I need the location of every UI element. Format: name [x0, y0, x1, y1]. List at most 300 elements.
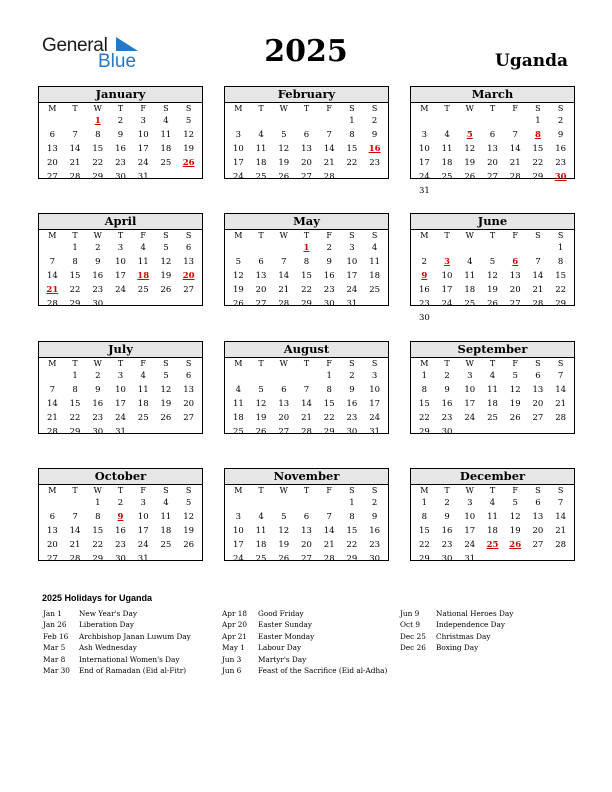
holiday-name: Ash Wednesday — [79, 643, 137, 653]
holiday-day: 8 — [534, 130, 541, 140]
empty-cell — [41, 496, 64, 510]
day: 25 — [255, 172, 267, 182]
empty-cell — [481, 241, 504, 255]
day: 19 — [487, 285, 498, 295]
day: 29 — [323, 427, 335, 437]
day: 4 — [258, 512, 264, 522]
day: 3 — [349, 243, 355, 253]
holiday-day: 1 — [303, 243, 310, 253]
day: 10 — [369, 385, 381, 395]
weekday-label: F — [140, 231, 146, 240]
holiday-column — [222, 608, 387, 676]
weekday-label: T — [258, 359, 264, 368]
day: 19 — [509, 526, 521, 536]
day: 24 — [369, 413, 381, 423]
day: 3 — [421, 130, 428, 140]
empty-cell — [504, 241, 527, 255]
day: 2 — [326, 243, 332, 253]
day: 28 — [69, 554, 81, 564]
day: 11 — [137, 257, 149, 267]
day: 26 — [160, 413, 172, 423]
day: 26 — [487, 299, 498, 309]
day: 12 — [183, 512, 195, 522]
holiday-name: International Women's Day — [79, 654, 180, 664]
day: 23 — [369, 158, 381, 168]
day: 27 — [46, 554, 58, 564]
month-november — [224, 468, 389, 564]
weekday-label: T — [489, 486, 496, 495]
month-name: December — [411, 469, 574, 485]
day: 20 — [278, 413, 290, 423]
empty-cell — [458, 241, 481, 255]
day: 1 — [557, 243, 564, 253]
empty-cell — [318, 496, 341, 510]
weekday-label: M — [420, 231, 429, 240]
day-grid — [39, 496, 202, 566]
weekday-label: S — [557, 359, 564, 368]
day: 24 — [232, 172, 244, 182]
holiday-row — [400, 631, 513, 642]
empty-cell — [527, 241, 550, 255]
day: 14 — [69, 526, 81, 536]
day: 26 — [278, 554, 290, 564]
day: 22 — [323, 413, 335, 423]
weekday-label: F — [140, 359, 146, 368]
empty-cell — [227, 241, 250, 255]
day: 13 — [46, 144, 58, 154]
weekday-label: S — [535, 486, 541, 495]
holiday-row — [222, 654, 387, 665]
day: 23 — [92, 413, 104, 423]
weekday-label: W — [93, 486, 102, 495]
holiday-row — [222, 619, 387, 630]
month-name: May — [225, 214, 388, 230]
day: 3 — [117, 243, 124, 253]
day: 15 — [555, 271, 567, 281]
day: 22 — [532, 158, 544, 168]
day: 23 — [323, 285, 335, 295]
weekday-label: S — [185, 104, 192, 113]
day: 27 — [183, 285, 195, 295]
day: 15 — [323, 399, 335, 409]
day: 18 — [255, 158, 267, 168]
day: 5 — [281, 130, 287, 140]
day: 30 — [92, 299, 104, 309]
holiday-row — [222, 642, 387, 653]
empty-cell — [250, 369, 273, 383]
day: 14 — [555, 512, 567, 522]
day: 13 — [509, 271, 521, 281]
day: 2 — [117, 498, 124, 508]
day: 9 — [444, 385, 450, 395]
empty-cell — [227, 369, 250, 383]
day: 15 — [418, 399, 430, 409]
day: 22 — [346, 540, 358, 550]
weekday-label: S — [371, 486, 378, 495]
weekday-label: T — [489, 231, 496, 240]
day-grid — [411, 369, 574, 439]
day: 25 — [137, 285, 149, 295]
holiday-name: Easter Monday — [258, 631, 315, 641]
empty-cell — [227, 114, 250, 128]
holiday-row — [222, 665, 387, 676]
day: 27 — [301, 172, 312, 182]
weekday-label: M — [420, 104, 429, 113]
day: 28 — [323, 172, 335, 182]
day: 26 — [255, 427, 267, 437]
weekday-label: T — [258, 486, 264, 495]
day: 15 — [346, 526, 358, 536]
empty-cell — [227, 496, 250, 510]
month-april — [38, 213, 203, 309]
holiday-day: 16 — [368, 144, 381, 154]
day: 23 — [115, 540, 126, 550]
day: 23 — [92, 285, 104, 295]
day: 24 — [464, 540, 476, 550]
weekday-label: W — [279, 231, 288, 240]
day: 6 — [303, 512, 310, 522]
weekday-label: S — [557, 231, 564, 240]
weekday-label: T — [489, 359, 496, 368]
holiday-date: Dec 26 — [400, 643, 426, 653]
day: 2 — [349, 371, 355, 381]
empty-cell — [436, 114, 459, 128]
holiday-row — [400, 608, 513, 619]
day: 20 — [46, 158, 58, 168]
day: 24 — [418, 172, 430, 182]
weekday-label: S — [557, 104, 564, 113]
day: 5 — [258, 385, 264, 395]
holiday-row — [400, 642, 513, 653]
day: 6 — [489, 130, 496, 140]
empty-cell — [504, 114, 527, 128]
weekday-label: W — [465, 104, 474, 113]
day: 14 — [46, 271, 58, 281]
day-grid — [411, 241, 574, 325]
day: 3 — [371, 371, 378, 381]
day: 29 — [92, 172, 104, 182]
day: 26 — [278, 172, 290, 182]
weekday-header — [39, 103, 202, 114]
logo-blue-text: Blue — [98, 51, 137, 72]
day: 8 — [421, 512, 428, 522]
day: 17 — [232, 158, 244, 168]
day: 29 — [92, 554, 104, 564]
weekday-label: M — [234, 231, 243, 240]
day: 29 — [301, 299, 312, 309]
month-name: August — [225, 342, 388, 358]
weekday-header — [225, 230, 388, 241]
day: 17 — [137, 144, 149, 154]
holiday-day: 25 — [486, 540, 499, 550]
day: 7 — [72, 512, 78, 522]
month-august — [224, 341, 389, 437]
day: 10 — [232, 526, 244, 536]
day: 3 — [235, 130, 242, 140]
day: 8 — [303, 257, 310, 267]
weekday-label: T — [303, 359, 310, 368]
holiday-date: Jun 9 — [400, 609, 420, 618]
day: 9 — [371, 130, 378, 140]
day: 4 — [163, 116, 169, 126]
day: 30 — [115, 554, 126, 564]
day: 31 — [464, 554, 476, 564]
holiday-date: Jan 1 — [43, 609, 62, 618]
day: 15 — [92, 526, 104, 536]
day: 2 — [371, 498, 378, 508]
weekday-label: T — [303, 231, 310, 240]
day: 2 — [95, 243, 101, 253]
holiday-day: 30 — [554, 172, 567, 182]
day: 5 — [281, 512, 287, 522]
day: 30 — [323, 299, 335, 309]
day: 10 — [346, 257, 358, 267]
day: 3 — [140, 498, 146, 508]
day: 13 — [301, 144, 312, 154]
day: 4 — [489, 371, 496, 381]
holiday-date: Mar 8 — [43, 654, 66, 664]
day: 22 — [92, 158, 104, 168]
day: 17 — [346, 271, 358, 281]
weekday-header — [411, 103, 574, 114]
day: 27 — [509, 299, 521, 309]
weekday-label: M — [420, 359, 429, 368]
day: 20 — [532, 526, 544, 536]
weekday-label: W — [465, 231, 474, 240]
month-name: July — [39, 342, 202, 358]
weekday-label: T — [117, 231, 124, 240]
day: 6 — [281, 385, 287, 395]
day: 1 — [72, 371, 78, 381]
day: 27 — [532, 413, 544, 423]
day: 29 — [69, 427, 81, 437]
day: 12 — [278, 144, 290, 154]
day: 25 — [160, 158, 172, 168]
day: 12 — [160, 385, 172, 395]
holiday-name: National Heroes Day — [436, 609, 514, 618]
empty-cell — [295, 114, 318, 128]
day: 18 — [487, 399, 498, 409]
day: 27 — [183, 413, 195, 423]
day: 19 — [183, 526, 195, 536]
day: 7 — [557, 498, 564, 508]
day: 20 — [46, 540, 58, 550]
weekday-header — [411, 358, 574, 369]
weekday-header — [39, 485, 202, 496]
day: 29 — [532, 172, 544, 182]
day: 9 — [95, 257, 101, 267]
weekday-label: T — [489, 104, 496, 113]
holiday-day: 21 — [46, 285, 59, 295]
day: 16 — [115, 144, 126, 154]
holiday-date: Mar 5 — [43, 643, 66, 653]
day: 27 — [532, 540, 544, 550]
weekday-label: W — [465, 486, 474, 495]
day: 23 — [369, 540, 381, 550]
day: 21 — [301, 413, 312, 423]
day: 11 — [441, 144, 453, 154]
empty-cell — [413, 241, 436, 255]
holiday-day: 9 — [421, 271, 428, 281]
day: 4 — [444, 130, 450, 140]
day: 10 — [232, 144, 244, 154]
empty-cell — [250, 114, 273, 128]
holiday-name: Good Friday — [258, 609, 304, 618]
weekday-label: S — [185, 359, 192, 368]
day: 6 — [535, 371, 541, 381]
month-january — [38, 86, 203, 182]
day: 28 — [278, 299, 290, 309]
day: 16 — [323, 271, 335, 281]
holiday-name: Easter Sunday — [258, 620, 313, 630]
day: 2 — [421, 257, 428, 267]
empty-cell — [272, 114, 295, 128]
month-may — [224, 213, 389, 309]
holiday-date: Apr 20 — [222, 620, 248, 630]
holiday-row — [222, 608, 387, 619]
day: 29 — [418, 554, 430, 564]
day-grid — [39, 241, 202, 311]
weekday-label: M — [234, 104, 243, 113]
empty-cell — [41, 369, 64, 383]
day: 18 — [487, 526, 498, 536]
day: 6 — [185, 243, 192, 253]
day: 4 — [467, 257, 473, 267]
day: 29 — [555, 299, 567, 309]
holiday-row — [43, 631, 191, 642]
day: 7 — [535, 257, 541, 267]
day: 25 — [160, 540, 172, 550]
day: 6 — [535, 498, 541, 508]
day: 9 — [326, 257, 332, 267]
weekday-label: S — [371, 104, 378, 113]
weekday-header — [225, 485, 388, 496]
day: 15 — [301, 271, 312, 281]
weekday-label: F — [512, 486, 518, 495]
day: 24 — [137, 158, 149, 168]
day: 22 — [301, 285, 312, 295]
day: 19 — [160, 271, 172, 281]
holiday-date: Apr 18 — [222, 609, 248, 618]
day: 23 — [346, 413, 358, 423]
day: 8 — [349, 130, 355, 140]
holiday-row — [43, 665, 191, 676]
weekday-label: T — [444, 104, 450, 113]
day: 3 — [140, 116, 146, 126]
day: 17 — [369, 399, 381, 409]
weekday-label: F — [326, 104, 332, 113]
month-july — [38, 341, 203, 437]
day: 18 — [441, 158, 453, 168]
holiday-day: 26 — [182, 158, 195, 168]
day: 27 — [278, 427, 290, 437]
day: 20 — [255, 285, 267, 295]
day: 22 — [346, 158, 358, 168]
day: 27 — [46, 172, 58, 182]
weekday-label: M — [48, 104, 57, 113]
day: 30 — [418, 313, 430, 323]
day: 20 — [509, 285, 521, 295]
weekday-label: M — [48, 359, 57, 368]
day: 28 — [46, 299, 58, 309]
day: 26 — [464, 172, 476, 182]
day: 22 — [69, 413, 81, 423]
weekday-label: T — [117, 359, 124, 368]
holiday-name: Liberation Day — [79, 620, 135, 630]
day: 18 — [160, 144, 172, 154]
day: 2 — [444, 371, 450, 381]
day: 9 — [444, 512, 450, 522]
day: 17 — [137, 526, 149, 536]
day: 7 — [512, 130, 518, 140]
empty-cell — [481, 114, 504, 128]
weekday-label: S — [349, 231, 355, 240]
day: 11 — [464, 271, 476, 281]
day: 14 — [532, 271, 544, 281]
month-name: September — [411, 342, 574, 358]
day: 1 — [349, 116, 355, 126]
day: 24 — [115, 413, 126, 423]
holiday-name: Martyr's Day — [258, 654, 307, 664]
day: 30 — [346, 427, 358, 437]
day-grid — [225, 369, 388, 439]
day: 11 — [160, 512, 172, 522]
holiday-name: End of Ramadan (Eid al-Fitr) — [79, 665, 187, 675]
holiday-date: Mar 30 — [43, 665, 70, 675]
day: 8 — [421, 385, 428, 395]
day: 7 — [326, 512, 332, 522]
day: 12 — [183, 130, 195, 140]
holiday-day: 5 — [466, 130, 473, 140]
holiday-date: Jun 6 — [222, 665, 242, 675]
day: 17 — [418, 158, 430, 168]
day: 13 — [255, 271, 267, 281]
day: 3 — [235, 512, 242, 522]
day: 8 — [326, 385, 332, 395]
day: 4 — [258, 130, 264, 140]
empty-cell — [436, 241, 459, 255]
day: 2 — [117, 116, 124, 126]
holiday-name: Archbishop Janan Luwum Day — [79, 631, 191, 641]
day: 11 — [255, 144, 267, 154]
day: 30 — [369, 554, 381, 564]
day: 30 — [115, 172, 126, 182]
day: 9 — [371, 512, 378, 522]
day: 7 — [326, 130, 332, 140]
holidays-title: 2025 Holidays for Uganda — [42, 593, 153, 603]
day: 10 — [418, 144, 430, 154]
day: 9 — [117, 130, 124, 140]
day: 18 — [464, 285, 476, 295]
day: 1 — [326, 371, 332, 381]
empty-cell — [272, 369, 295, 383]
logo-general-text: General — [42, 35, 108, 56]
day: 7 — [281, 257, 287, 267]
day: 21 — [509, 158, 521, 168]
day: 19 — [160, 399, 172, 409]
day: 30 — [441, 554, 453, 564]
weekday-label: F — [140, 104, 146, 113]
weekday-label: T — [258, 231, 264, 240]
day: 5 — [489, 257, 496, 267]
empty-cell — [318, 114, 341, 128]
holiday-name: Feast of the Sacrifice (Eid al-Adha) — [258, 665, 388, 675]
day: 23 — [441, 413, 453, 423]
day: 5 — [163, 371, 169, 381]
weekday-label: W — [279, 359, 288, 368]
day-grid — [411, 114, 574, 198]
month-name: June — [411, 214, 574, 230]
